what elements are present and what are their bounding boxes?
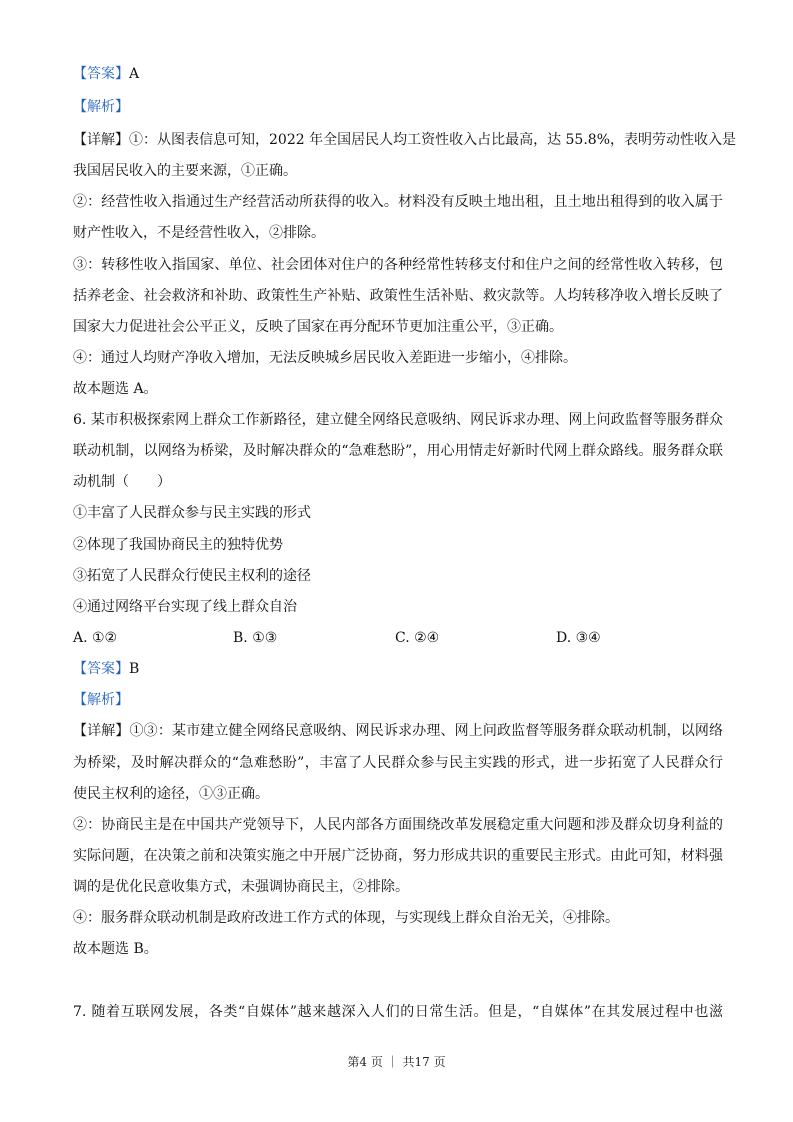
q6-item-4: ④通过网络平台实现了线上群众自治 xyxy=(73,599,297,615)
q6-detail-line-2: 为桥梁，及时解决群众的“急难愁盼”，丰富了人民群众参与民主实践的形式，进一步拓宽了人民群众行 xyxy=(73,755,723,771)
q6-point-2-line-1: ②：协商民主是在中国共产党领导下，人民内部各方面围绕改革发展稳定重大问题和涉及群众切身利益的 xyxy=(73,817,723,833)
point-3-line-3: 国家大力促进社会公平正义，反映了国家在再分配环节更加注重公平，③正确。 xyxy=(73,319,563,335)
q6-analysis-tag: 【解析】 xyxy=(73,692,129,708)
q6-stem-line-2: 联动机制，以网络为桥梁，及时解决群众的“急难愁盼”，用心用情走好新时代网上群众路线。服务群众联 xyxy=(73,443,723,459)
answer-tag: 【答案】 xyxy=(73,66,129,82)
q6-detail-line-1 xyxy=(73,721,723,741)
conclusion-line: 故本题选 A。 xyxy=(73,381,158,397)
q6-point-2-line-3: 调的是优化民意收集方式，未强调协商民主，②排除。 xyxy=(73,879,409,895)
q6-point-4-line: ④：服务群众联动机制是政府改进工作方式的体现，与实现线上群众自治无关，④排除。 xyxy=(73,910,619,926)
q6-detail-text-1: ①③：某市建立健全网络民意吸纳、网民诉求办理、网上问政监督等服务群众联动机制，以网络 xyxy=(129,723,724,739)
q6-analysis-line xyxy=(73,690,723,710)
q6-option-c: C. ②④ xyxy=(395,630,440,646)
q6-option-a: A. ①② xyxy=(73,630,118,646)
q6-answer-tag: 【答案】 xyxy=(73,661,129,677)
answer-value: A xyxy=(129,66,140,82)
q6-stem-line-3: 动机制（ ） xyxy=(73,474,171,490)
detail-line-1 xyxy=(73,130,737,150)
point-2-line-2: 财产性收入，不是经营性收入，②排除。 xyxy=(73,225,325,241)
q6-detail-tag: 【详解】 xyxy=(73,723,130,739)
point-3-line-2: 括养老金、社会救济和补助、政策性生产补贴、政策性生活补贴、救灾款等。人均转移净收入增长反映了 xyxy=(73,288,723,304)
q6-point-2-line-2: 实际问题，在决策之前和决策实施之中开展广泛协商，努力形成共识的重要民主形式。由此可知，材料强 xyxy=(73,848,723,864)
q6-item-2: ②体现了我国协商民主的独特优势 xyxy=(73,537,283,553)
q7-stem-line-1: 7. 随着互联网发展，各类“自媒体”越来越深入人们的日常生活。但是，“自媒体”在其发展过程中也滋 xyxy=(73,1004,723,1020)
detail-line-2: 我国居民收入的主要来源，①正确。 xyxy=(73,163,297,179)
q6-option-d: D. ③④ xyxy=(556,630,601,646)
q6-detail-line-3: 使民主权利的途径，①③正确。 xyxy=(73,786,269,802)
answer-line xyxy=(73,64,723,84)
q6-answer-line xyxy=(73,659,723,679)
q6-answer-value: B xyxy=(129,661,140,677)
q6-item-1: ①丰富了人民群众参与民主实践的形式 xyxy=(73,505,311,521)
detail-text-1: ①：从图表信息可知，2022 年全国居民人均工资性收入占比最高，达 55.8%，表明劳动性收入是 xyxy=(129,132,737,148)
point-4-line: ④：通过人均财产净收入增加，无法反映城乡居民收入差距进一步缩小，④排除。 xyxy=(73,350,577,366)
analysis-line xyxy=(73,97,723,117)
q6-option-b: B. ①③ xyxy=(233,630,278,646)
detail-tag: 【详解】 xyxy=(73,132,129,148)
q6-conclusion-line: 故本题选 B。 xyxy=(73,941,158,957)
page-footer: 第4 页 ｜ 共17 页 xyxy=(347,1055,446,1069)
q6-item-3: ③拓宽了人民群众行使民主权利的途径 xyxy=(73,568,311,584)
point-2-line-1: ②：经营性收入指通过生产经营活动所获得的收入。材料没有反映土地出租，且土地出租得到的收入属于 xyxy=(73,194,723,210)
analysis-tag: 【解析】 xyxy=(73,99,129,115)
q6-stem-line-1: 6. 某市积极探索网上群众工作新路径，建立健全网络民意吸纳、网民诉求办理、网上问政监督等服务群众 xyxy=(73,412,723,428)
point-3-line-1: ③：转移性收入指国家、单位、社会团体对住户的各种经常性转移支付和住户之间的经常性收入转移，包 xyxy=(73,257,723,273)
